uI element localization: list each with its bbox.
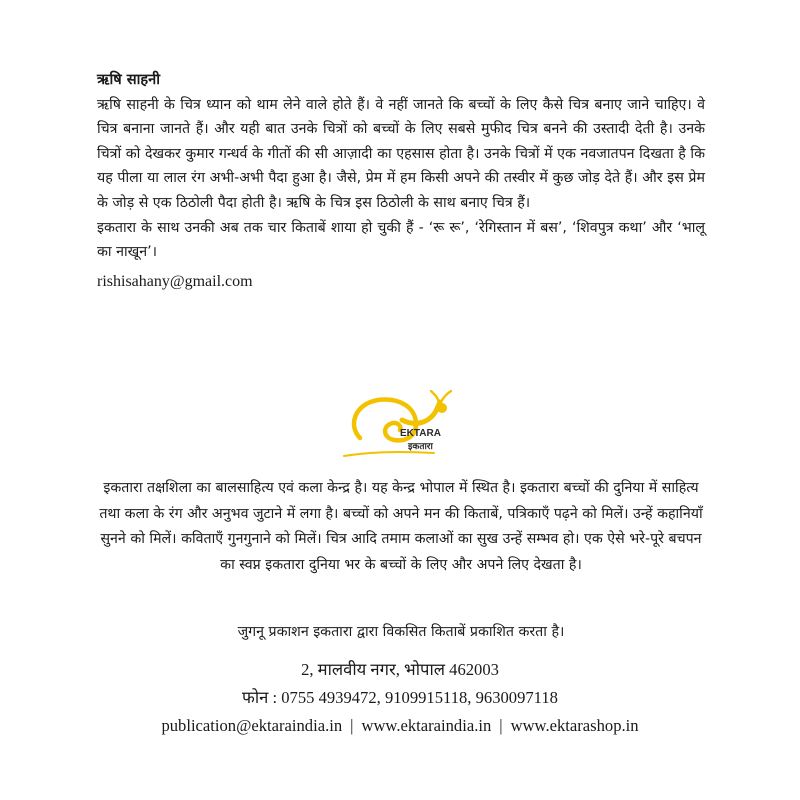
logo-name-en: EKTARA — [400, 428, 441, 439]
ektara-logo — [338, 390, 488, 464]
contact-links — [60, 714, 740, 738]
illustrator-description: ऋषि साहनी के चित्र ध्यान को थाम लेने वाले होते हैं। वे नहीं जानते कि बच्चों के लिए कैसे चित्र बनाए जाने चाहिए। वे चित्र बनाना जानते हैं। और यही बात उनके चित्रों को बच्चों के लिए सबसे मुफीद चित्र बनने की उस्तादी देती है। उनके चित्रों को देखकर कुमार गन्धर्व के गीतों की सी आज़ादी का एहसास होता है। उनके चित्रों में एक नवजातपन दिखता है कि यह पीला या लाल रंग अभी-अभी पैदा हुआ है। जैसे, प्रेम में हम किसी अपने की तस्वीर में कुछ जोड़ देते हैं। और इस प्रेम के जोड़ से एक ठिठोली पैदा होती है। ऋषि के चित्र इस ठिठोली के साथ बनाए चित्र हैं। — [97, 96, 705, 211]
publication-email-link[interactable]: publication@ektaraindia.in — [161, 716, 343, 735]
phone-numbers: फोन : 0755 4939472, 9109915118, 9630097118 — [242, 688, 558, 707]
separator: | — [499, 716, 503, 735]
snail-ektara-logo-icon — [338, 390, 488, 464]
illustrator-name: ऋषि साहनी — [97, 71, 161, 88]
shop-link[interactable]: www.ektarashop.in — [510, 716, 639, 735]
ektara-description: इकतारा तक्षशिला का बालसाहित्य एवं कला केन्द्र है। यह केन्द्र भोपाल में स्थित है। इकतारा बच्चों की दुनिया में साहित्य तथा कला के रंग और अनुभव जुटाने में लगा है। बच्चों को अपने मन की किताबें, पत्रिकाएँ पढ़ने को मिलें। उन्हें कहानियाँ सुनने को मिलें। कविताएँ गुनगुनाने को मिलें। चित्र आदि तमाम कलाओं का सुख उन्हें सम्भव हो। एक ऐसे भरे-पूरे बचपन का स्वप्न इकतारा दुनिया भर के बच्चों के लिए और अपने लिए देखता है। — [99, 480, 703, 574]
illustrator-books: इकतारा के साथ उनकी अब तक चार किताबें शाया हो चुकी हैं - ‘रू रू’, ‘रेगिस्तान में बस’, ‘शिवपुत्र कथा’ और ‘भालू का नाखून’। — [97, 219, 705, 261]
illustrator-email[interactable]: rishisahany@gmail.com — [97, 272, 253, 290]
separator: | — [350, 716, 354, 735]
illustrator-bio — [97, 68, 705, 293]
logo-name-hi: इकतारा — [408, 442, 433, 452]
website-link[interactable]: www.ektaraindia.in — [361, 716, 492, 735]
publisher-line: जुगनू प्रकाशन इकतारा द्वारा विकसित किताबें प्रकाशित करता है। — [237, 624, 565, 640]
address: 2, मालवीय नगर, भोपाल 462003 — [301, 660, 499, 679]
